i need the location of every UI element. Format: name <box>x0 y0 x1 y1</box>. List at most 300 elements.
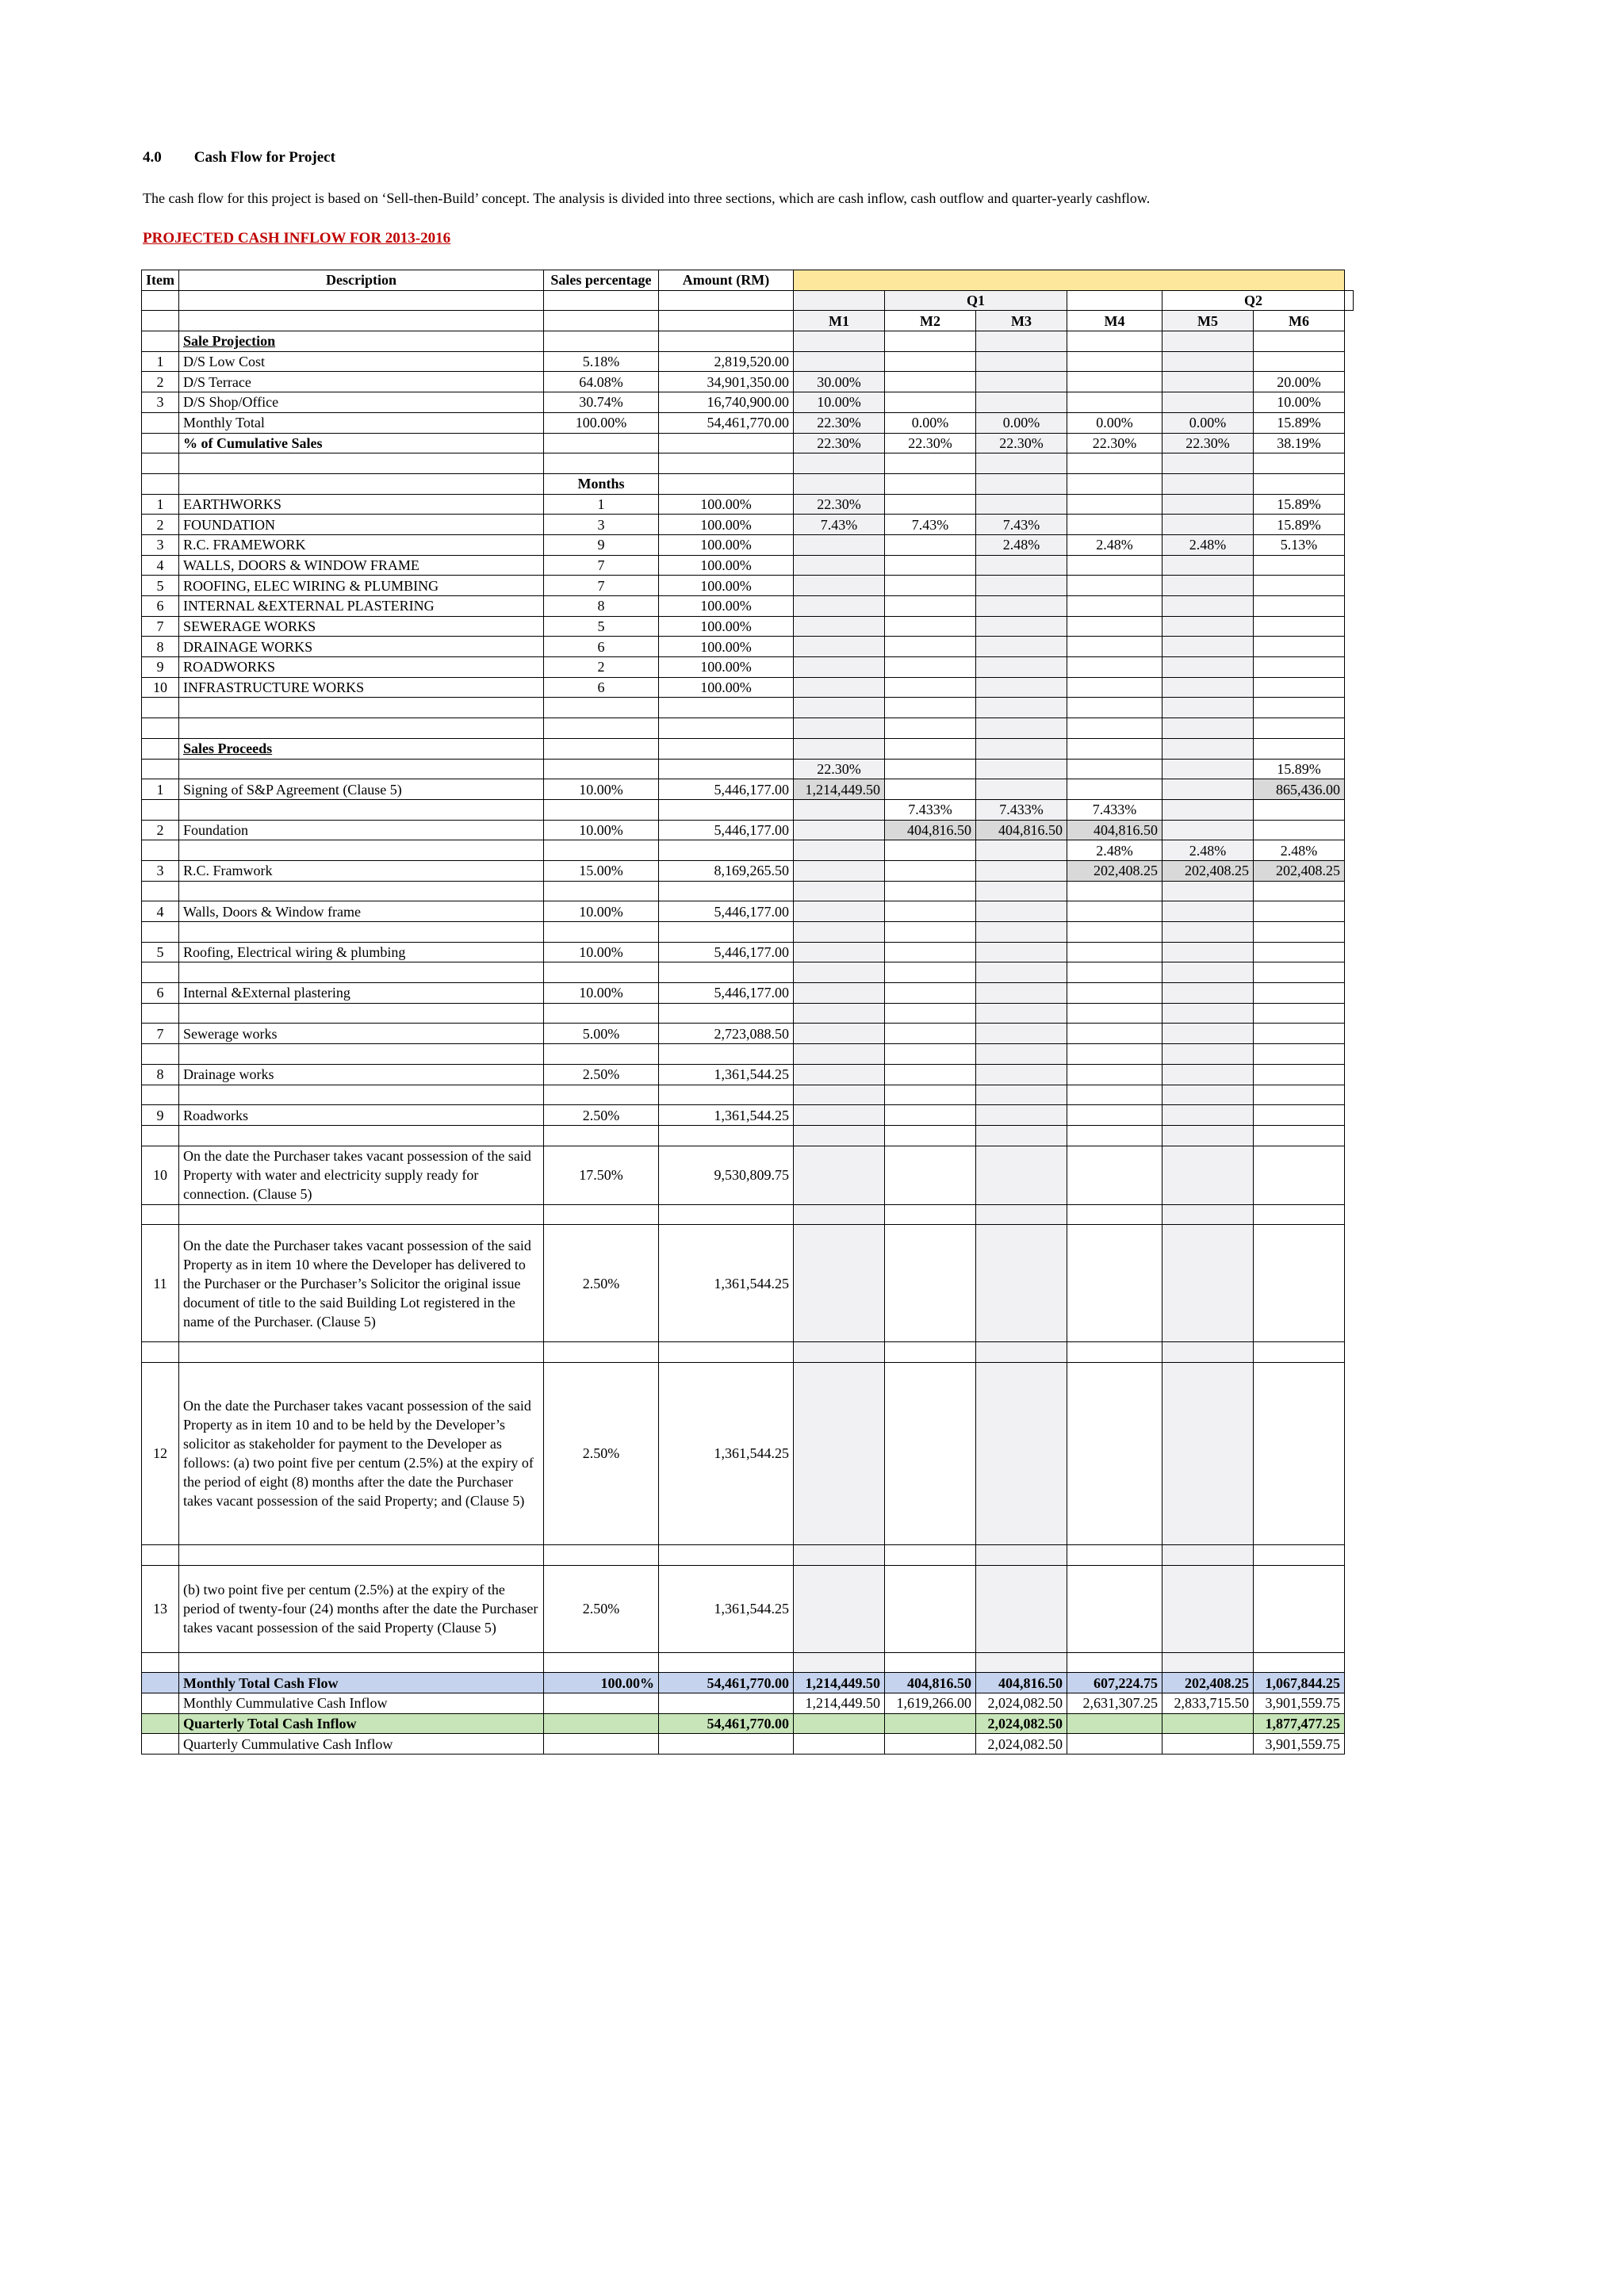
month-cell-m6 <box>1253 942 1344 962</box>
item-cell <box>142 881 179 901</box>
pct-cell <box>543 881 658 901</box>
sale-projection-row <box>142 372 1354 392</box>
month-cell-m6: 15.89% <box>1253 494 1344 515</box>
amount: 34,901,350.00 <box>658 372 793 392</box>
proceeds-amount: 1,361,544.25 <box>658 1064 793 1085</box>
month-cell-m5: 2.48% <box>1162 840 1253 861</box>
intro-paragraph: The cash flow for this project is based on ‘Sell-then-Build’ concept. The analysis is divided into three sections, which are cash inflow, cash outflow and quarter-yearly cashflow. <box>143 190 1151 206</box>
work-description: EARTHWORKS <box>178 494 543 515</box>
works-row <box>142 657 1354 678</box>
desc-cell <box>178 453 543 474</box>
month-cell-m1 <box>793 901 884 922</box>
month-cell-m4 <box>1067 1362 1162 1544</box>
month-cell-m6 <box>1253 698 1344 718</box>
month-cell-m5 <box>1162 473 1253 494</box>
month-cell-m4 <box>1067 596 1162 617</box>
month-cell-m5 <box>1162 738 1253 759</box>
sales-pct: 30.74% <box>543 392 658 413</box>
proceeds-row <box>142 1565 1354 1652</box>
month-cell-m1 <box>793 1125 884 1146</box>
monthly-total-label: Monthly Total Cash Flow <box>178 1673 543 1693</box>
item-cell <box>142 290 179 311</box>
month-cell-m6 <box>1253 1003 1344 1024</box>
sales-pct: 5.18% <box>543 351 658 372</box>
item-number: 6 <box>142 596 179 617</box>
month-cell-m6: 20.00% <box>1253 372 1344 392</box>
desc-cell <box>178 1085 543 1105</box>
month-cell-m2: 404,816.50 <box>884 820 975 840</box>
month-cell-m1 <box>793 637 884 657</box>
month-cell-m1 <box>793 576 884 596</box>
month-cell-m1 <box>793 1044 884 1065</box>
proceeds-pct: 10.00% <box>543 983 658 1004</box>
month-cell-m2 <box>884 860 975 881</box>
month-cell-m5 <box>1162 881 1253 901</box>
month-cell-m6 <box>1253 1362 1344 1544</box>
proceeds-pct: 2.50% <box>543 1565 658 1652</box>
proceeds-row <box>142 901 1354 922</box>
month-cell-m5 <box>1162 698 1253 718</box>
work-description: ROOFING, ELEC WIRING & PLUMBING <box>178 576 543 596</box>
item-cell <box>142 473 179 494</box>
spacer-row <box>142 453 1354 474</box>
month-cell-m3 <box>975 473 1067 494</box>
proceeds-row <box>142 1105 1354 1126</box>
pct-cell <box>543 1125 658 1146</box>
pct-cell <box>543 738 658 759</box>
section-number: 4.0 <box>143 149 162 166</box>
month-cell-m2 <box>884 1064 975 1085</box>
item-cell <box>142 1652 179 1673</box>
month-cell-m1 <box>793 860 884 881</box>
item-number: 3 <box>142 392 179 413</box>
month-cell-m2 <box>884 779 975 800</box>
month-cell-m3 <box>975 1225 1067 1342</box>
months-label-row <box>142 473 1354 494</box>
month-cell-m2 <box>884 473 975 494</box>
item-number: 13 <box>142 1565 179 1652</box>
item-number: 7 <box>142 1024 179 1044</box>
item-cell <box>142 1342 179 1363</box>
month-cell-m4 <box>1067 1544 1162 1565</box>
month-cell-m1 <box>793 799 884 820</box>
quarterly-total-row <box>142 1713 1354 1734</box>
month-cell-m2 <box>884 596 975 617</box>
item-number: 1 <box>142 494 179 515</box>
month-cell-m3 <box>975 576 1067 596</box>
month-cell-m3 <box>975 1146 1067 1204</box>
spacer-row <box>142 922 1354 943</box>
month-cell-m4: 607,224.75 <box>1067 1673 1162 1693</box>
amount-cell <box>658 1342 793 1363</box>
month-cell-m6 <box>1253 677 1344 698</box>
month-cell-m2 <box>884 1565 975 1652</box>
sale-projection-row <box>142 412 1354 433</box>
proceeds-pct: 10.00% <box>543 779 658 800</box>
month-cell-m1 <box>793 881 884 901</box>
month-cell-m2 <box>884 494 975 515</box>
month-cell-m4 <box>1067 718 1162 739</box>
proceeds-amount: 1,361,544.25 <box>658 1362 793 1544</box>
works-row <box>142 596 1354 617</box>
month-cell-m4 <box>1067 1024 1162 1044</box>
proceeds-amount: 1,361,544.25 <box>658 1565 793 1652</box>
month-cell-m2 <box>884 840 975 861</box>
work-pct: 100.00% <box>658 576 793 596</box>
item-number: 11 <box>142 1225 179 1342</box>
month-cell-m1: 22.30% <box>793 433 884 453</box>
month-cell-m4 <box>1067 1003 1162 1024</box>
item-cell <box>142 1693 179 1714</box>
month-cell-m4 <box>1067 1085 1162 1105</box>
month-cell-m5 <box>1162 922 1253 943</box>
amount-cell <box>658 922 793 943</box>
month-cell-m4 <box>1067 922 1162 943</box>
month-cell-m1: 22.30% <box>793 759 884 779</box>
pct-cell <box>543 1544 658 1565</box>
month-cell-m3 <box>975 1064 1067 1085</box>
month-cell-m6 <box>1253 331 1344 352</box>
month-cell-m1 <box>793 1713 884 1734</box>
month-cell-m4 <box>1067 637 1162 657</box>
item-cell <box>142 962 179 983</box>
month-cell-m3: 0.00% <box>975 412 1067 433</box>
proceeds-pct: 2.50% <box>543 1225 658 1342</box>
work-description: FOUNDATION <box>178 515 543 535</box>
month-cell-m3 <box>975 657 1067 678</box>
month-cell-m1 <box>793 1064 884 1085</box>
pct-cell <box>543 453 658 474</box>
amount-cell <box>658 1044 793 1065</box>
month-header-m3: M3 <box>975 311 1067 331</box>
month-cell-m5 <box>1162 1085 1253 1105</box>
month-cell-m4: 404,816.50 <box>1067 820 1162 840</box>
month-cell-m6: 15.89% <box>1253 515 1344 535</box>
month-cell-m6 <box>1253 453 1344 474</box>
month-cell-m5 <box>1162 1064 1253 1085</box>
month-cell-m2 <box>884 453 975 474</box>
month-cell-m1 <box>793 677 884 698</box>
works-row <box>142 616 1354 637</box>
month-cell-m6 <box>1253 1064 1344 1085</box>
work-description: ROADWORKS <box>178 657 543 678</box>
cumulative-sales-label: % of Cumulative Sales <box>178 433 543 453</box>
monthly-cumulative-row <box>142 1693 1354 1714</box>
month-cell-m3 <box>975 1565 1067 1652</box>
work-months: 9 <box>543 534 658 555</box>
amount-cell <box>658 331 793 352</box>
month-cell-m4: 22.30% <box>1067 433 1162 453</box>
month-cell-m2 <box>884 372 975 392</box>
month-cell-m5: 2.48% <box>1162 534 1253 555</box>
amount-cell <box>658 1734 793 1755</box>
pct-cell <box>543 799 658 820</box>
work-months: 5 <box>543 616 658 637</box>
pct-cell <box>543 1342 658 1363</box>
item-cell <box>142 922 179 943</box>
month-cell-m1 <box>793 331 884 352</box>
month-cell-m1 <box>793 718 884 739</box>
month-cell-m6 <box>1253 1024 1344 1044</box>
month-cell-m5 <box>1162 372 1253 392</box>
month-cell-m2: 404,816.50 <box>884 1673 975 1693</box>
monthly-total-amount: 54,461,770.00 <box>658 1673 793 1693</box>
works-row <box>142 637 1354 657</box>
desc-cell <box>178 881 543 901</box>
month-cell-m4: 0.00% <box>1067 412 1162 433</box>
month-cell-m4 <box>1067 1146 1162 1204</box>
month-cell-m1 <box>793 1105 884 1126</box>
month-cell-m4 <box>1067 1125 1162 1146</box>
proceeds-amount: 5,446,177.00 <box>658 901 793 922</box>
works-row <box>142 555 1354 576</box>
month-cell-m6 <box>1253 1125 1344 1146</box>
month-cell-m5 <box>1162 1713 1253 1734</box>
proceeds-amount: 1,361,544.25 <box>658 1105 793 1126</box>
month-cell-m4: 2,631,307.25 <box>1067 1693 1162 1714</box>
month-cell-m4 <box>1067 1652 1162 1673</box>
spacer-cell <box>793 290 884 311</box>
month-cell-m6 <box>1253 901 1344 922</box>
month-cell-m5 <box>1162 1225 1253 1342</box>
month-cell-m6 <box>1253 555 1344 576</box>
month-cell-m2 <box>884 901 975 922</box>
cash-inflow-title: PROJECTED CASH INFLOW FOR 2013-2016 <box>143 230 451 247</box>
month-cell-m3 <box>975 962 1067 983</box>
header-row <box>142 270 1354 291</box>
work-pct: 100.00% <box>658 494 793 515</box>
spacer-row <box>142 1342 1354 1363</box>
description: D/S Terrace <box>178 372 543 392</box>
month-cell-m2 <box>884 1362 975 1544</box>
proceeds-row <box>142 1362 1354 1544</box>
month-cell-m3: 2,024,082.50 <box>975 1713 1067 1734</box>
proceeds-amount: 5,446,177.00 <box>658 983 793 1004</box>
amount-cell <box>658 290 793 311</box>
month-cell-m3 <box>975 881 1067 901</box>
month-cell-m6 <box>1253 1204 1344 1225</box>
month-cell-m4 <box>1067 1044 1162 1065</box>
quarterly-total-label: Quarterly Total Cash Inflow <box>178 1713 543 1734</box>
month-cell-m3 <box>975 1204 1067 1225</box>
month-cell-m2 <box>884 1652 975 1673</box>
month-cell-m3 <box>975 351 1067 372</box>
month-cell-m2 <box>884 637 975 657</box>
month-cell-m4 <box>1067 473 1162 494</box>
month-cell-m1 <box>793 555 884 576</box>
month-cell-m1 <box>793 1024 884 1044</box>
month-cell-m5 <box>1162 779 1253 800</box>
month-cell-m4 <box>1067 1713 1162 1734</box>
month-cell-m1: 1,214,449.50 <box>793 1693 884 1714</box>
amount-cell <box>658 962 793 983</box>
item-cell <box>142 1085 179 1105</box>
proceeds-row <box>142 860 1354 881</box>
proceeds-description: On the date the Purchaser takes vacant possession of the said Property with water and electricity supply ready for connection. (Clause 5) <box>178 1146 543 1204</box>
work-months: 8 <box>543 596 658 617</box>
month-cell-m6 <box>1253 1652 1344 1673</box>
month-cell-m1 <box>793 942 884 962</box>
proceeds-pct: 10.00% <box>543 901 658 922</box>
month-cell-m4 <box>1067 698 1162 718</box>
item-number: 6 <box>142 983 179 1004</box>
month-cell-m1 <box>793 1342 884 1363</box>
sale-projection-row <box>142 392 1354 413</box>
month-cell-m6 <box>1253 1085 1344 1105</box>
month-cell-m5 <box>1162 1342 1253 1363</box>
month-cell-m3: 404,816.50 <box>975 820 1067 840</box>
month-cell-m4 <box>1067 677 1162 698</box>
month-cell-m6 <box>1253 820 1344 840</box>
sale-projection-title-row <box>142 331 1354 352</box>
pct-cell <box>543 718 658 739</box>
proceeds-description: R.C. Framwork <box>178 860 543 881</box>
month-cell-m4 <box>1067 1565 1162 1652</box>
month-cell-m4 <box>1067 942 1162 962</box>
desc-cell <box>178 473 543 494</box>
month-cell-m2 <box>884 759 975 779</box>
proceeds-description: Roofing, Electrical wiring & plumbing <box>178 942 543 962</box>
amount-cell <box>658 840 793 861</box>
desc-cell <box>178 1544 543 1565</box>
works-row <box>142 534 1354 555</box>
amount-cell <box>658 1652 793 1673</box>
month-cell-m5 <box>1162 576 1253 596</box>
proceeds-row <box>142 1064 1354 1085</box>
works-row <box>142 677 1354 698</box>
month-cell-m1 <box>793 596 884 617</box>
item-number: 8 <box>142 637 179 657</box>
amount: 54,461,770.00 <box>658 412 793 433</box>
month-cell-m2 <box>884 1024 975 1044</box>
period-header-band <box>793 270 1344 291</box>
pct-cell <box>543 962 658 983</box>
month-cell-m1 <box>793 473 884 494</box>
proceeds-description: Internal &External plastering <box>178 983 543 1004</box>
month-cell-m4 <box>1067 1342 1162 1363</box>
month-cell-m4 <box>1067 1204 1162 1225</box>
item-cell <box>142 759 179 779</box>
month-cell-m2 <box>884 1342 975 1363</box>
item-cell <box>142 311 179 331</box>
month-cell-m6 <box>1253 922 1344 943</box>
month-cell-m3: 2,024,082.50 <box>975 1693 1067 1714</box>
month-cell-m6: 2.48% <box>1253 840 1344 861</box>
amount-cell <box>658 718 793 739</box>
amount-cell <box>658 1544 793 1565</box>
works-row <box>142 515 1354 535</box>
work-pct: 100.00% <box>658 616 793 637</box>
desc-cell <box>178 1003 543 1024</box>
month-cell-m3 <box>975 901 1067 922</box>
month-cell-m6: 15.89% <box>1253 412 1344 433</box>
month-cell-m5 <box>1162 1125 1253 1146</box>
month-cell-m6: 38.19% <box>1253 433 1344 453</box>
month-cell-m5 <box>1162 942 1253 962</box>
month-cell-m1 <box>793 962 884 983</box>
item-cell <box>142 1044 179 1065</box>
month-cell-m2 <box>884 718 975 739</box>
month-cell-m4 <box>1067 962 1162 983</box>
month-cell-m3 <box>975 555 1067 576</box>
month-cell-m5 <box>1162 1362 1253 1544</box>
monthly-cumulative-label: Monthly Cummulative Cash Inflow <box>178 1693 543 1714</box>
proceeds-amount: 5,446,177.00 <box>658 779 793 800</box>
month-cell-m2 <box>884 1713 975 1734</box>
monthly-total-pct: 100.00% <box>543 1673 658 1693</box>
sales-pct: 64.08% <box>543 372 658 392</box>
item-cell <box>142 433 179 453</box>
month-cell-m2 <box>884 392 975 413</box>
month-cell-m3 <box>975 596 1067 617</box>
month-cell-m1: 1,214,449.50 <box>793 779 884 800</box>
work-pct: 100.00% <box>658 555 793 576</box>
pct-cell <box>543 331 658 352</box>
desc-cell <box>178 1342 543 1363</box>
month-cell-m1 <box>793 1544 884 1565</box>
month-cell-m3: 22.30% <box>975 433 1067 453</box>
month-cell-m2 <box>884 555 975 576</box>
month-cell-m1: 30.00% <box>793 372 884 392</box>
month-cell-m6 <box>1253 1342 1344 1363</box>
month-cell-m5 <box>1162 331 1253 352</box>
spacer-row <box>142 1544 1354 1565</box>
proceeds-pct-row <box>142 799 1354 820</box>
month-cell-m2 <box>884 351 975 372</box>
description: Monthly Total <box>178 412 543 433</box>
amount-cell <box>658 1125 793 1146</box>
item-header: Item <box>142 270 179 291</box>
amount-cell <box>658 1003 793 1024</box>
work-description: DRAINAGE WORKS <box>178 637 543 657</box>
month-cell-m3 <box>975 372 1067 392</box>
proceeds-row <box>142 983 1354 1004</box>
amount-cell <box>658 799 793 820</box>
pct-cell <box>543 433 658 453</box>
proceeds-row <box>142 820 1354 840</box>
sales-proceeds-title-row <box>142 738 1354 759</box>
month-cell-m4 <box>1067 901 1162 922</box>
month-cell-m3 <box>975 1003 1067 1024</box>
month-cell-m1 <box>793 983 884 1004</box>
month-label-row <box>142 311 1354 331</box>
month-cell-m6 <box>1253 1225 1344 1342</box>
month-cell-m4 <box>1067 453 1162 474</box>
work-months: 1 <box>543 494 658 515</box>
month-cell-m5 <box>1162 1204 1253 1225</box>
month-cell-m6 <box>1253 799 1344 820</box>
sales-pct: 100.00% <box>543 412 658 433</box>
desc-cell <box>178 759 543 779</box>
pct-cell <box>543 290 658 311</box>
proceeds-description: Roadworks <box>178 1105 543 1126</box>
month-cell-m6: 1,877,477.25 <box>1253 1713 1344 1734</box>
month-cell-m6 <box>1253 1105 1344 1126</box>
proceeds-row <box>142 779 1354 800</box>
amount-header: Amount (RM) <box>658 270 793 291</box>
proceeds-pct: 10.00% <box>543 942 658 962</box>
work-pct: 100.00% <box>658 657 793 678</box>
pct-cell <box>543 1693 658 1714</box>
item-number: 10 <box>142 1146 179 1204</box>
month-cell-m6 <box>1253 1146 1344 1204</box>
month-cell-m5 <box>1162 1544 1253 1565</box>
month-cell-m5 <box>1162 616 1253 637</box>
month-cell-m2: 22.30% <box>884 433 975 453</box>
desc-cell <box>178 698 543 718</box>
proceeds-description: Foundation <box>178 820 543 840</box>
month-cell-m5 <box>1162 453 1253 474</box>
